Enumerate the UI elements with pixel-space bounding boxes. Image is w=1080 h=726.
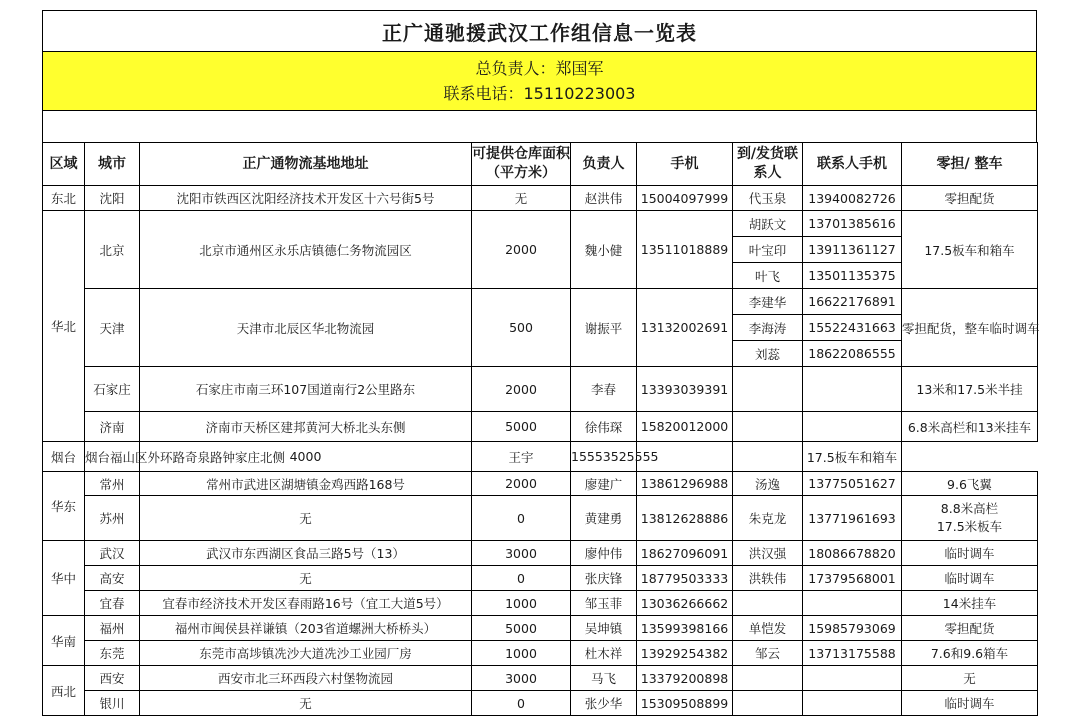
contact-mobile-cell (803, 591, 902, 616)
load-cell: 13米和17.5米半挂 (902, 367, 1038, 412)
area-cell: 5000 (472, 616, 571, 641)
area-cell: 0 (472, 496, 571, 541)
mobile-cell: 13511018889 (637, 211, 733, 289)
load-cell: 零担配货 (902, 616, 1038, 641)
contact-mobile-cell: 13771961693 (803, 496, 902, 541)
region-cell: 华南 (43, 616, 85, 666)
manager-cell: 谢振平 (571, 289, 637, 367)
table-row (43, 367, 1038, 412)
mobile-cell: 13599398166 (637, 616, 733, 641)
load-cell (902, 496, 1038, 541)
address-cell: 石家庄市南三环107国道南行2公里路东 (140, 367, 472, 412)
header-region: 区域 (43, 143, 85, 186)
city-cell: 沈阳 (85, 186, 140, 211)
manager-cell: 王宇 (472, 442, 571, 472)
contact-mobile-cell: 13911361127 (803, 237, 902, 263)
manager-cell: 张少华 (571, 691, 637, 716)
table-row (43, 666, 1038, 691)
table-row (43, 641, 1038, 666)
header-contact: 到/发货联系人 (733, 143, 803, 186)
city-cell: 武汉 (85, 541, 140, 566)
manager-cell: 赵洪伟 (571, 186, 637, 211)
contact-mobile-cell (803, 691, 902, 716)
contact-cell (733, 591, 803, 616)
area-cell: 4000 (140, 442, 472, 472)
city-cell: 福州 (85, 616, 140, 641)
city-cell: 银川 (85, 691, 140, 716)
contact-cell (733, 412, 803, 442)
region-cell: 华东 (43, 472, 85, 541)
mobile-cell: 13379200898 (637, 666, 733, 691)
contact-mobile-cell (803, 666, 902, 691)
contact-cell: 邹云 (733, 641, 803, 666)
region-cell: 东北 (43, 186, 85, 211)
table-row (43, 412, 1038, 442)
area-cell: 0 (472, 566, 571, 591)
region-cell: 华中 (43, 541, 85, 616)
contact-mobile-cell: 13501135375 (803, 263, 902, 289)
contact-mobile-cell: 18086678820 (803, 541, 902, 566)
address-cell: 无 (140, 566, 472, 591)
address-cell: 常州市武进区湖塘镇金鸡西路168号 (140, 472, 472, 496)
manager-cell: 张庆锋 (571, 566, 637, 591)
mobile-cell: 15004097999 (637, 186, 733, 211)
load-cell: 临时调车 (902, 691, 1038, 716)
contact-mobile-cell: 13940082726 (803, 186, 902, 211)
table-row (43, 616, 1038, 641)
address-cell: 宜春市经济技术开发区春雨路16号（宜工大道5号） (140, 591, 472, 616)
city-cell: 西安 (85, 666, 140, 691)
load-cell: 6.8米高栏和13米挂车 (902, 412, 1038, 442)
header-mobile: 手机 (637, 143, 733, 186)
table-row (43, 496, 1038, 541)
mobile-cell: 13929254382 (637, 641, 733, 666)
city-cell: 东莞 (85, 641, 140, 666)
leader-line: 总负责人：郑国军 (475, 59, 604, 78)
mobile-cell: 13393039391 (637, 367, 733, 412)
city-cell: 常州 (85, 472, 140, 496)
address-cell: 沈阳市铁西区沈阳经济技术开发区十六号街5号 (140, 186, 472, 211)
header-contact-mobile: 联系人手机 (803, 143, 902, 186)
manager-cell: 廖建广 (571, 472, 637, 496)
manager-cell: 魏小健 (571, 211, 637, 289)
contact-cell: 李海涛 (733, 315, 803, 341)
manager-cell: 吴坤镇 (571, 616, 637, 641)
contact-cell (733, 367, 803, 412)
load-cell: 14米挂车 (902, 591, 1038, 616)
city-cell: 天津 (85, 289, 140, 367)
table-row (43, 566, 1038, 591)
table-row (43, 186, 1038, 211)
contact-cell: 汤逸 (733, 472, 803, 496)
leader-banner (42, 51, 1037, 110)
address-cell: 武汉市东西湖区食品三路5号（13） (140, 541, 472, 566)
area-cell: 2000 (472, 472, 571, 496)
manager-cell: 邹玉菲 (571, 591, 637, 616)
area-cell: 2000 (472, 367, 571, 412)
contact-mobile-cell: 15522431663 (803, 315, 902, 341)
address-cell: 东莞市高埗镇冼沙大道冼沙工业园厂房 (140, 641, 472, 666)
contact-cell: 单恺发 (733, 616, 803, 641)
load-cell: 临时调车 (902, 566, 1038, 591)
area-cell: 3000 (472, 541, 571, 566)
phone-line: 联系电话：15110223003 (443, 84, 636, 103)
contact-cell: 李建华 (733, 289, 803, 315)
sheet-title: 正广通驰援武汉工作组信息一览表 (42, 10, 1037, 51)
table-row (43, 472, 1038, 496)
contact-cell: 代玉泉 (733, 186, 803, 211)
load-line: 17.5米板车 (936, 519, 1003, 534)
header-address: 正广通物流基地地址 (140, 143, 472, 186)
manager-cell: 徐伟琛 (571, 412, 637, 442)
contact-mobile-cell: 13701385616 (803, 211, 902, 237)
load-line: 8.8米高栏 (940, 501, 999, 516)
region-cell: 华北 (43, 211, 85, 442)
manager-cell: 马飞 (571, 666, 637, 691)
city-cell: 石家庄 (85, 367, 140, 412)
region-cell: 西北 (43, 666, 85, 716)
area-cell: 500 (472, 289, 571, 367)
load-cell: 零担配货 (902, 186, 1038, 211)
contact-cell: 叶宝印 (733, 237, 803, 263)
contact-mobile-cell: 18622086555 (803, 341, 902, 367)
mobile-cell: 13812628886 (637, 496, 733, 541)
city-cell: 烟台 (43, 442, 85, 472)
city-cell: 济南 (85, 412, 140, 442)
header-city: 城市 (85, 143, 140, 186)
contact-cell: 叶飞 (733, 263, 803, 289)
city-cell: 高安 (85, 566, 140, 591)
contact-cell (733, 666, 803, 691)
city-cell: 宜春 (85, 591, 140, 616)
contact-mobile-cell: 13775051627 (803, 472, 902, 496)
manager-cell: 黄建勇 (571, 496, 637, 541)
blank-row (42, 110, 1037, 142)
contact-mobile-cell (803, 367, 902, 412)
area-cell: 1000 (472, 641, 571, 666)
address-cell: 无 (140, 496, 472, 541)
header-manager: 负责人 (571, 143, 637, 186)
city-cell: 北京 (85, 211, 140, 289)
contact-cell: 刘蕊 (733, 341, 803, 367)
area-cell: 3000 (472, 666, 571, 691)
table-row (43, 289, 1038, 315)
mobile-cell: 18779503333 (637, 566, 733, 591)
contact-cell: 朱克龙 (733, 496, 803, 541)
header-area: 可提供仓库面积（平方米） (472, 143, 571, 186)
contact-cell: 洪汉强 (733, 541, 803, 566)
table-row (43, 442, 1038, 472)
contact-mobile-cell (803, 412, 902, 442)
load-cell: 7.6和9.6箱车 (902, 641, 1038, 666)
contact-cell: 洪轶伟 (733, 566, 803, 591)
mobile-cell: 15820012000 (637, 412, 733, 442)
load-cell: 零担配货，整车临时调车 (902, 289, 1038, 367)
area-cell: 无 (472, 186, 571, 211)
address-cell: 无 (140, 691, 472, 716)
contact-mobile-cell: 13713175588 (803, 641, 902, 666)
load-cell: 临时调车 (902, 541, 1038, 566)
header-load: 零担/ 整车 (902, 143, 1038, 186)
area-cell: 1000 (472, 591, 571, 616)
contact-mobile-cell: 17379568001 (803, 566, 902, 591)
address-cell: 济南市天桥区建邦黄河大桥北头东侧 (140, 412, 472, 442)
table-row (43, 591, 1038, 616)
city-cell: 苏州 (85, 496, 140, 541)
contact-mobile-cell: 16622176891 (803, 289, 902, 315)
manager-cell: 李春 (571, 367, 637, 412)
table-row (43, 211, 1038, 237)
contact-mobile-cell (733, 442, 803, 472)
address-cell: 福州市闽侯县祥谦镇（203省道螺洲大桥桥头） (140, 616, 472, 641)
manager-cell: 杜木祥 (571, 641, 637, 666)
load-cell: 17.5板车和箱车 (803, 442, 902, 472)
area-cell: 5000 (472, 412, 571, 442)
contact-cell (733, 691, 803, 716)
load-cell: 17.5板车和箱车 (902, 211, 1038, 289)
info-sheet (42, 10, 1040, 716)
load-cell: 9.6飞翼 (902, 472, 1038, 496)
area-cell: 2000 (472, 211, 571, 289)
address-cell: 北京市通州区永乐店镇德仁务物流园区 (140, 211, 472, 289)
mobile-cell: 15553525555 (571, 442, 637, 472)
mobile-cell: 18627096091 (637, 541, 733, 566)
address-cell: 天津市北辰区华北物流园 (140, 289, 472, 367)
info-table (42, 142, 1038, 716)
manager-cell: 廖仲伟 (571, 541, 637, 566)
mobile-cell: 13132002691 (637, 289, 733, 367)
address-cell: 西安市北三环西段六村堡物流园 (140, 666, 472, 691)
address-cell: 烟台福山区外环路奇泉路钟家庄北侧 (85, 442, 140, 472)
mobile-cell: 15309508899 (637, 691, 733, 716)
header-row (43, 143, 1038, 186)
contact-cell: 胡跃文 (733, 211, 803, 237)
mobile-cell: 13861296988 (637, 472, 733, 496)
contact-mobile-cell: 15985793069 (803, 616, 902, 641)
area-cell: 0 (472, 691, 571, 716)
mobile-cell: 13036266662 (637, 591, 733, 616)
load-cell: 无 (902, 666, 1038, 691)
table-row (43, 691, 1038, 716)
table-row (43, 541, 1038, 566)
